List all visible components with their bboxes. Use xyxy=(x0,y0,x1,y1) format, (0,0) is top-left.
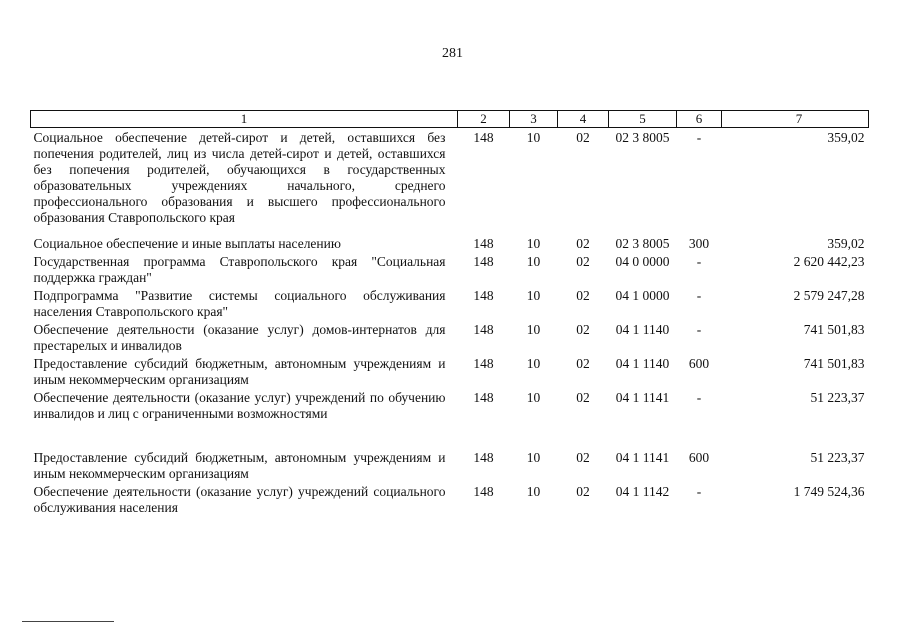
row-pr: 02 xyxy=(576,130,590,145)
row-rz: 10 xyxy=(526,254,541,269)
table-row xyxy=(31,128,869,235)
row-vr: - xyxy=(696,390,702,405)
row-sum: 2 579 247,28 xyxy=(793,288,865,303)
row-pr: 02 xyxy=(576,254,590,269)
row-csr: 02 3 8005 xyxy=(615,236,670,251)
row-csr: 04 0 0000 xyxy=(615,254,670,269)
row-name: Предоставление субсидий бюджетным, автономным учреждениям и иным некоммерческим организациям xyxy=(33,356,446,387)
row-vr: 600 xyxy=(688,450,710,465)
row-sum: 51 223,37 xyxy=(810,450,865,465)
row-ved: 148 xyxy=(473,130,494,145)
row-pr: 02 xyxy=(576,390,590,405)
row-name: Предоставление субсидий бюджетным, автономным учреждениям и иным некоммерческим организациям xyxy=(33,450,446,481)
row-ved: 148 xyxy=(473,484,494,499)
footnote-divider xyxy=(22,621,114,622)
row-name: Обеспечение деятельности (оказание услуг) домов-интернатов для престарелых и инвалидов xyxy=(33,322,446,353)
row-sum: 51 223,37 xyxy=(810,390,865,405)
table-row xyxy=(31,234,869,252)
row-csr: 04 1 1141 xyxy=(615,390,670,405)
row-rz: 10 xyxy=(526,236,541,251)
budget-table xyxy=(30,110,869,516)
row-name: Государственная программа Ставропольского края "Социальная поддержка граждан" xyxy=(33,254,446,285)
table-row xyxy=(31,482,869,516)
header-col-2: 2 xyxy=(458,111,510,128)
row-ved: 148 xyxy=(473,322,494,337)
row-csr: 04 1 1142 xyxy=(615,484,670,499)
row-ved: 148 xyxy=(473,390,494,405)
row-ved: 148 xyxy=(473,288,494,303)
header-col-4: 4 xyxy=(558,111,609,128)
row-rz: 10 xyxy=(526,390,541,405)
row-rz: 10 xyxy=(526,484,541,499)
row-vr: - xyxy=(696,322,702,337)
row-csr: 04 1 0000 xyxy=(615,288,670,303)
table-row xyxy=(31,354,869,388)
row-vr: 600 xyxy=(688,356,710,371)
row-vr: - xyxy=(696,288,702,303)
row-vr: - xyxy=(696,254,702,269)
row-csr: 02 3 8005 xyxy=(615,130,670,145)
row-ved: 148 xyxy=(473,254,494,269)
row-pr: 02 xyxy=(576,450,590,465)
row-rz: 10 xyxy=(526,322,541,337)
row-sum: 1 749 524,36 xyxy=(793,484,865,499)
row-ved: 148 xyxy=(473,236,494,251)
row-name: Обеспечение деятельности (оказание услуг) учреждений социального обслуживания населения xyxy=(33,484,446,515)
row-name: Социальное обеспечение и иные выплаты населению xyxy=(33,236,341,251)
row-csr: 04 1 1140 xyxy=(615,356,670,371)
table-row xyxy=(31,252,869,286)
row-sum: 359,02 xyxy=(827,130,865,145)
row-name: Подпрограмма "Развитие системы социального обслуживания населения Ставропольского края" xyxy=(33,288,446,319)
row-vr: - xyxy=(696,130,702,145)
row-ved: 148 xyxy=(473,450,494,465)
row-csr: 04 1 1140 xyxy=(615,322,670,337)
row-csr: 04 1 1141 xyxy=(615,450,670,465)
row-rz: 10 xyxy=(526,450,541,465)
row-pr: 02 xyxy=(576,288,590,303)
row-sum: 741 501,83 xyxy=(803,356,865,371)
row-pr: 02 xyxy=(576,356,590,371)
row-name: Социальное обеспечение детей-сирот и детей, оставшихся без попечения родителей, лиц из числа детей-сирот и детей, оставшихся без попечения родителей, обучающихся в государственных образовательных учреждениях начального, среднего профессионального образования и высшего профессионального образования Ставропольского края xyxy=(33,130,446,225)
header-col-1: 1 xyxy=(31,111,458,128)
row-pr: 02 xyxy=(576,484,590,499)
row-pr: 02 xyxy=(576,322,590,337)
header-col-5: 5 xyxy=(609,111,677,128)
row-sum: 2 620 442,23 xyxy=(793,254,865,269)
row-sum: 741 501,83 xyxy=(803,322,865,337)
table-row xyxy=(31,320,869,354)
page-number: 281 xyxy=(442,46,463,61)
row-name: Обеспечение деятельности (оказание услуг) учреждений по обучению инвалидов и лиц с ограниченными возможностями xyxy=(33,390,446,421)
row-ved: 148 xyxy=(473,356,494,371)
row-rz: 10 xyxy=(526,288,541,303)
header-row xyxy=(31,111,869,128)
row-pr: 02 xyxy=(576,236,590,251)
row-rz: 10 xyxy=(526,130,541,145)
row-vr: 300 xyxy=(688,236,710,251)
table-row xyxy=(31,448,869,482)
table-row xyxy=(31,286,869,320)
header-col-6: 6 xyxy=(677,111,722,128)
header-col-7: 7 xyxy=(722,111,869,128)
header-col-3: 3 xyxy=(510,111,558,128)
row-vr: - xyxy=(696,484,702,499)
table-row xyxy=(31,388,869,448)
row-rz: 10 xyxy=(526,356,541,371)
row-sum: 359,02 xyxy=(827,236,865,251)
